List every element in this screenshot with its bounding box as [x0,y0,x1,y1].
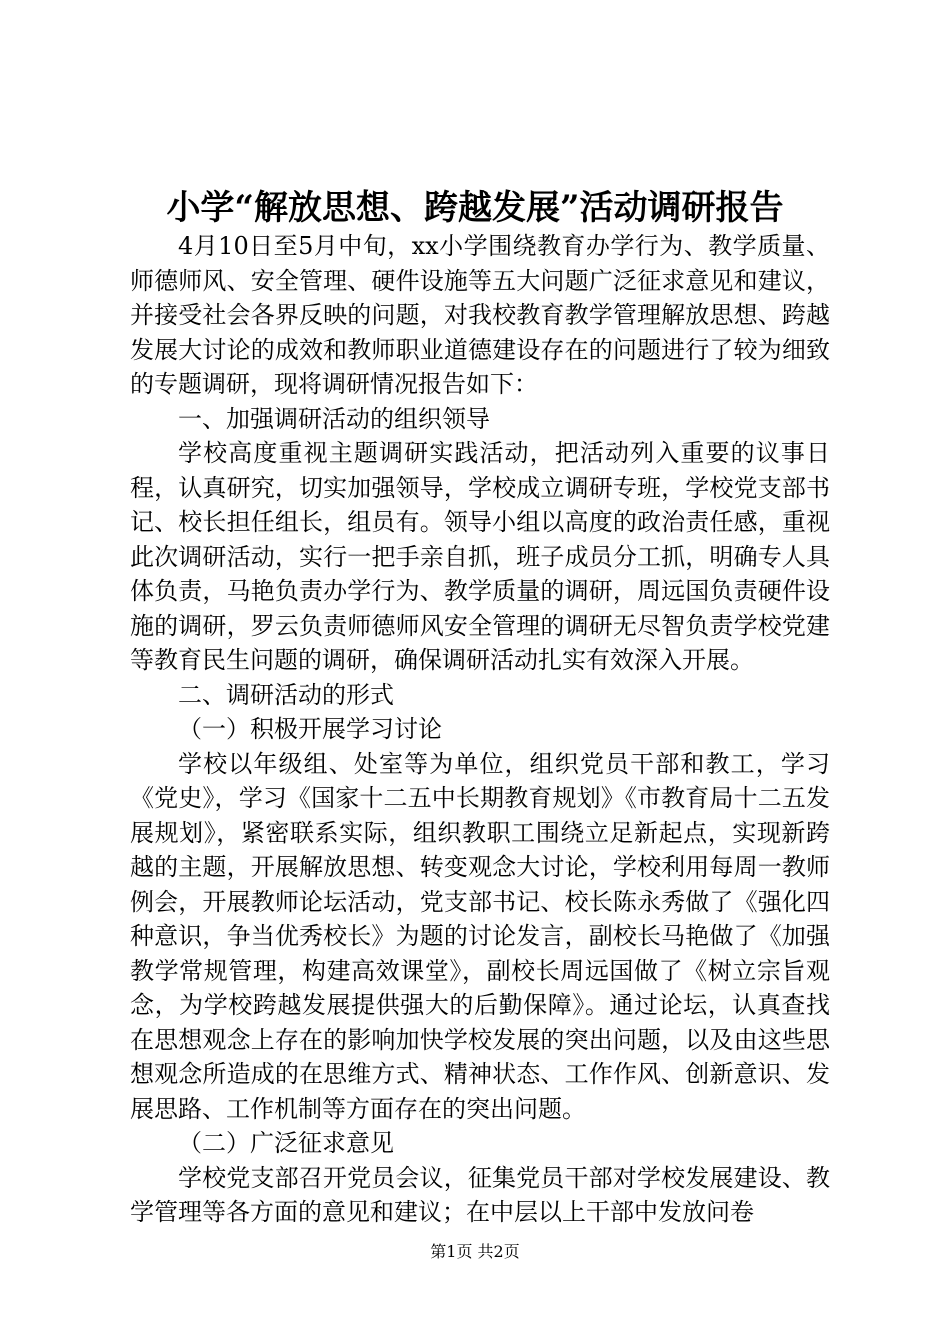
subsection-1-paragraph: 学校以年级组、处室等为单位，组织党员干部和教工，学习《党史》，学习《国家十二五中长期教育规划》《市教育局十二五发展规划》，紧密联系实际，组织教职工围绕立足新起点，实现新跨越的主题，开展解放思想、转变观念大讨论，学校利用每周一教师例会，开展教师论坛活动，党支部书记、校长陈永秀做了《强化四种意识，争当优秀校长》为题的讨论发言，副校长马艳做了《加强教学常规管理，构建高效课堂》，副校长周远国做了《树立宗旨观念，为学校跨越发展提供强大的后勤保障》。通过论坛，认真查找在思想观念上存在的影响加快学校发展的突出问题，以及由这些思想观念所造成的在思维方式、精神状态、工作作风、创新意识、发展思路、工作机制等方面存在的突出问题。 [130,749,830,1123]
section-heading-2: 二、调研活动的形式 [178,680,394,709]
section-1-paragraph: 学校高度重视主题调研实践活动，把活动列入重要的议事日程，认真研究，切实加强领导，学校成立调研专班，学校党支部书记、校长担任组长，组员有。领导小组以高度的政治责任感，重视此次调研活动，实行一把手亲自抓，班子成员分工抓，明确专人具体负责，马艳负责办学行为、教学质量的调研，周远国负责硬件设施的调研，罗云负责师德师风安全管理的调研无尽智负责学校党建等教育民生问题的调研，确保调研活动扎实有效深入开展。 [130,439,830,674]
section-heading-1: 一、加强调研活动的组织领导 [178,404,490,433]
subsection-heading-1: （一）积极开展学习讨论 [178,715,442,743]
page-number-footer: 第1页 共2页 [430,1242,520,1261]
subsection-heading-2: （二）广泛征求意见 [178,1129,394,1157]
intro-paragraph: 4月10日至5月中旬，xx小学围绕教育办学行为、教学质量、师德师风、安全管理、硬件设施等五大问题广泛征求意见和建议，并接受社会各界反映的问题，对我校教育教学管理解放思想、跨越发展大讨论的成效和教师职业道德建设存在的问题进行了较为细致的专题调研，现将调研情况报告如下： [130,232,830,398]
subsection-2-paragraph: 学校党支部召开党员会议，征集党员干部对学校发展建设、教学管理等各方面的意见和建议；在中层以上干部中发放问卷 [130,1163,830,1226]
document-body [130,229,830,1230]
document-title: 小学“解放思想、跨越发展”活动调研报告 [166,188,784,228]
